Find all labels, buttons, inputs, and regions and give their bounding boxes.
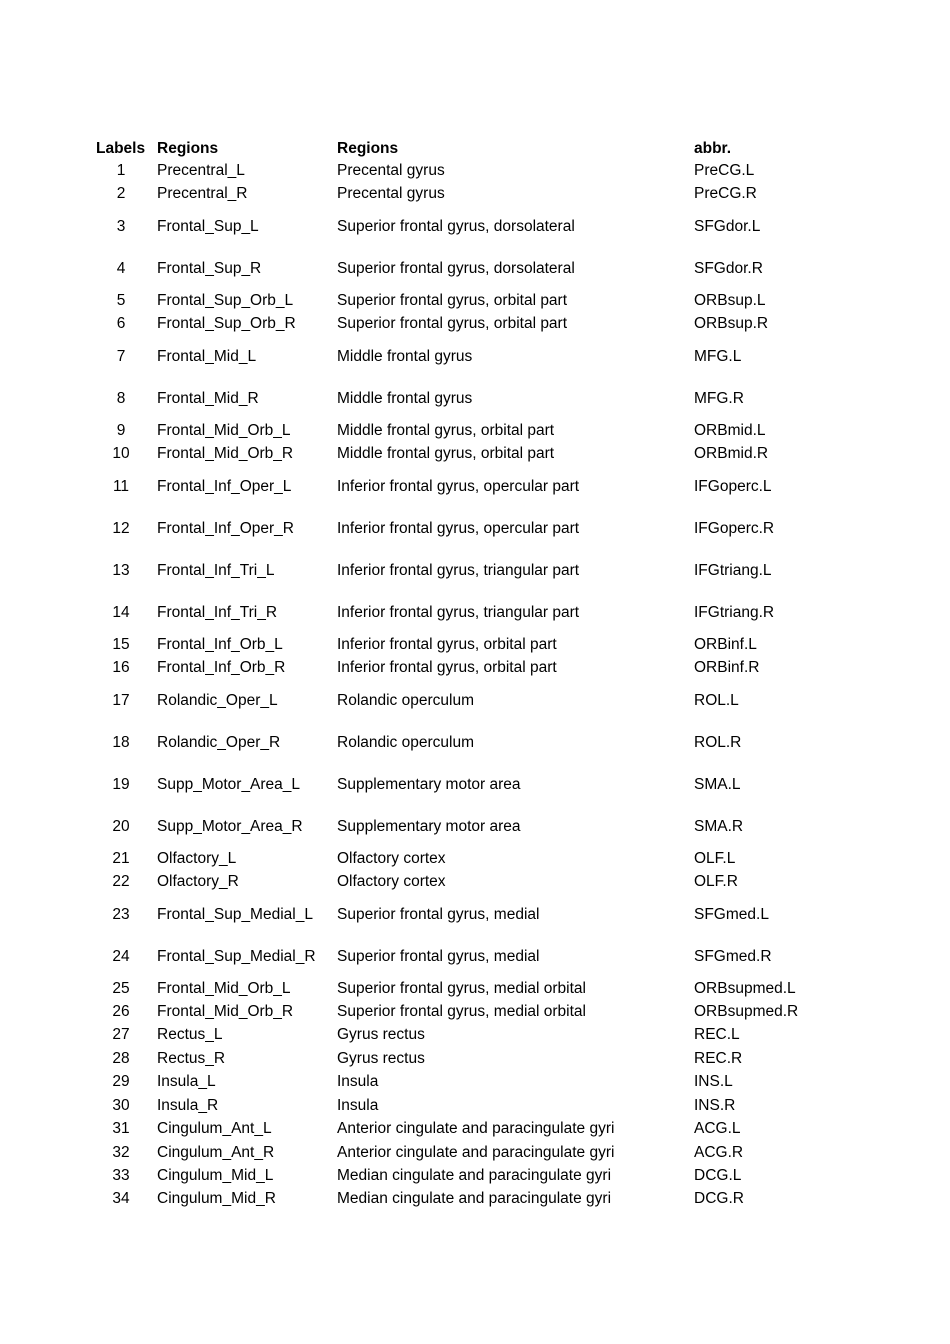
- label-cell: 25: [112, 980, 130, 997]
- region-cell: Frontal_Mid_Orb_R: [157, 445, 294, 462]
- region-cell: Rectus_L: [157, 1026, 223, 1043]
- header-regions: Regions: [157, 140, 219, 157]
- abbr-cell: SFGdor.L: [694, 218, 761, 235]
- abbr-cell: PreCG.R: [694, 185, 757, 202]
- label-cell: 9: [116, 422, 126, 439]
- label-cell: 27: [112, 1026, 130, 1043]
- abbr-cell: ORBsupmed.R: [694, 1003, 799, 1020]
- abbr-cell: ORBsup.R: [694, 315, 769, 332]
- abbr-cell: ORBsupmed.L: [694, 980, 796, 997]
- region-cell: Cingulum_Mid_R: [157, 1190, 276, 1207]
- description-cell: Inferior frontal gyrus, opercular part: [337, 478, 580, 495]
- description-cell: Middle frontal gyrus: [337, 348, 473, 365]
- label-cell: 7: [116, 348, 126, 365]
- label-cell: 5: [116, 292, 126, 309]
- description-cell: Superior frontal gyrus, dorsolateral: [337, 218, 575, 235]
- region-cell: Frontal_Inf_Tri_R: [157, 604, 278, 621]
- description-cell: Gyrus rectus: [337, 1026, 425, 1043]
- description-cell: Olfactory cortex: [337, 873, 446, 890]
- label-cell: 1: [116, 162, 126, 179]
- description-cell: Inferior frontal gyrus, triangular part: [337, 604, 580, 621]
- region-cell: Precentral_R: [157, 185, 248, 202]
- region-cell: Frontal_Inf_Oper_L: [157, 478, 292, 495]
- label-cell: 13: [112, 562, 130, 579]
- label-cell: 26: [112, 1003, 130, 1020]
- abbr-cell: MFG.R: [694, 390, 744, 407]
- region-cell: Frontal_Mid_Orb_L: [157, 422, 291, 439]
- abbr-cell: SFGdor.R: [694, 260, 763, 277]
- label-cell: 15: [112, 636, 130, 653]
- label-cell: 24: [112, 948, 130, 965]
- region-cell: Insula_L: [157, 1073, 216, 1090]
- label-cell: 21: [112, 850, 130, 867]
- description-cell: Precental gyrus: [337, 162, 445, 179]
- region-cell: Rolandic_Oper_L: [157, 692, 278, 709]
- abbr-cell: ORBmid.L: [694, 422, 766, 439]
- description-cell: Inferior frontal gyrus, orbital part: [337, 636, 557, 653]
- description-cell: Superior frontal gyrus, medial orbital: [337, 1003, 586, 1020]
- label-cell: 17: [112, 692, 130, 709]
- region-cell: Frontal_Mid_Orb_R: [157, 1003, 294, 1020]
- region-cell: Frontal_Mid_R: [157, 390, 259, 407]
- label-cell: 30: [112, 1097, 130, 1114]
- abbr-cell: ORBsup.L: [694, 292, 766, 309]
- description-cell: Superior frontal gyrus, orbital part: [337, 315, 568, 332]
- abbr-cell: MFG.L: [694, 348, 742, 365]
- region-cell: Frontal_Sup_R: [157, 260, 262, 277]
- abbr-cell: IFGoperc.L: [694, 478, 772, 495]
- region-cell: Frontal_Inf_Oper_R: [157, 520, 294, 537]
- abbr-cell: SFGmed.R: [694, 948, 772, 965]
- abbr-cell: ORBinf.R: [694, 659, 760, 676]
- region-cell: Frontal_Sup_Medial_R: [157, 948, 316, 965]
- description-cell: Anterior cingulate and paracingulate gyri: [337, 1120, 615, 1137]
- abbr-cell: SFGmed.L: [694, 906, 769, 923]
- abbr-cell: SMA.L: [694, 776, 741, 793]
- description-cell: Rolandic operculum: [337, 692, 474, 709]
- abbr-cell: ORBinf.L: [694, 636, 757, 653]
- label-cell: 4: [116, 260, 126, 277]
- abbr-cell: DCG.L: [694, 1167, 742, 1184]
- description-cell: Supplementary motor area: [337, 776, 521, 793]
- label-cell: 22: [112, 873, 130, 890]
- label-cell: 18: [112, 734, 130, 751]
- description-cell: Precental gyrus: [337, 185, 445, 202]
- description-cell: Superior frontal gyrus, medial: [337, 948, 540, 965]
- label-cell: 10: [112, 445, 130, 462]
- description-cell: Insula: [337, 1097, 379, 1114]
- label-cell: 32: [112, 1144, 130, 1161]
- region-cell: Olfactory_L: [157, 850, 237, 867]
- description-cell: Middle frontal gyrus, orbital part: [337, 445, 555, 462]
- label-cell: 33: [112, 1167, 130, 1184]
- abbr-cell: REC.L: [694, 1026, 740, 1043]
- header-regions-full: Regions: [337, 140, 399, 157]
- label-cell: 31: [112, 1120, 130, 1137]
- region-cell: Frontal_Sup_Orb_L: [157, 292, 294, 309]
- abbr-cell: ROL.L: [694, 692, 739, 709]
- description-cell: Insula: [337, 1073, 379, 1090]
- region-cell: Cingulum_Ant_L: [157, 1120, 272, 1137]
- header-labels: Labels: [96, 140, 146, 157]
- description-cell: Inferior frontal gyrus, triangular part: [337, 562, 580, 579]
- label-cell: 16: [112, 659, 130, 676]
- description-cell: Supplementary motor area: [337, 818, 521, 835]
- description-cell: Median cingulate and paracingulate gyri: [337, 1190, 612, 1207]
- region-cell: Frontal_Sup_Medial_L: [157, 906, 313, 923]
- description-cell: Middle frontal gyrus, orbital part: [337, 422, 555, 439]
- description-cell: Inferior frontal gyrus, opercular part: [337, 520, 580, 537]
- abbr-cell: REC.R: [694, 1050, 743, 1067]
- abbr-cell: PreCG.L: [694, 162, 755, 179]
- region-cell: Olfactory_R: [157, 873, 239, 890]
- description-cell: Median cingulate and paracingulate gyri: [337, 1167, 612, 1184]
- abbr-cell: ROL.R: [694, 734, 742, 751]
- description-cell: Inferior frontal gyrus, orbital part: [337, 659, 557, 676]
- abbr-cell: IFGoperc.R: [694, 520, 775, 537]
- abbr-cell: OLF.L: [694, 850, 736, 867]
- label-cell: 29: [112, 1073, 130, 1090]
- region-cell: Frontal_Sup_L: [157, 218, 259, 235]
- abbr-cell: ORBmid.R: [694, 445, 769, 462]
- region-cell: Precentral_L: [157, 162, 245, 179]
- abbr-cell: ACG.L: [694, 1120, 741, 1137]
- description-cell: Anterior cingulate and paracingulate gyri: [337, 1144, 615, 1161]
- region-cell: Rolandic_Oper_R: [157, 734, 281, 751]
- region-cell: Supp_Motor_Area_R: [157, 818, 303, 835]
- label-cell: 34: [112, 1190, 130, 1207]
- label-cell: 14: [112, 604, 130, 621]
- description-cell: Superior frontal gyrus, orbital part: [337, 292, 568, 309]
- region-cell: Frontal_Sup_Orb_R: [157, 315, 296, 332]
- label-cell: 19: [112, 776, 130, 793]
- description-cell: Rolandic operculum: [337, 734, 474, 751]
- description-cell: Gyrus rectus: [337, 1050, 425, 1067]
- label-cell: 11: [112, 478, 130, 495]
- region-cell: Rectus_R: [157, 1050, 226, 1067]
- region-cell: Supp_Motor_Area_L: [157, 776, 301, 793]
- description-cell: Middle frontal gyrus: [337, 390, 473, 407]
- abbr-cell: IFGtriang.R: [694, 604, 775, 621]
- description-cell: Superior frontal gyrus, medial orbital: [337, 980, 586, 997]
- abbr-cell: IFGtriang.L: [694, 562, 772, 579]
- description-cell: Olfactory cortex: [337, 850, 446, 867]
- label-cell: 20: [112, 818, 130, 835]
- label-cell: 6: [116, 315, 126, 332]
- region-cell: Cingulum_Mid_L: [157, 1167, 274, 1184]
- region-cell: Frontal_Inf_Orb_R: [157, 659, 286, 676]
- label-cell: 2: [116, 185, 126, 202]
- abbr-cell: INS.L: [694, 1073, 733, 1090]
- region-cell: Frontal_Inf_Tri_L: [157, 562, 275, 579]
- abbr-cell: OLF.R: [694, 873, 738, 890]
- label-cell: 23: [112, 906, 130, 923]
- description-cell: Superior frontal gyrus, medial: [337, 906, 540, 923]
- region-cell: Frontal_Inf_Orb_L: [157, 636, 283, 653]
- label-cell: 3: [116, 218, 126, 235]
- header-abbr: abbr.: [694, 140, 732, 157]
- label-cell: 12: [112, 520, 130, 537]
- label-cell: 8: [116, 390, 126, 407]
- abbr-cell: DCG.R: [694, 1190, 744, 1207]
- abbr-cell: SMA.R: [694, 818, 744, 835]
- region-cell: Insula_R: [157, 1097, 219, 1114]
- label-cell: 28: [112, 1050, 130, 1067]
- region-cell: Frontal_Mid_Orb_L: [157, 980, 291, 997]
- abbr-cell: ACG.R: [694, 1144, 744, 1161]
- description-cell: Superior frontal gyrus, dorsolateral: [337, 260, 575, 277]
- abbr-cell: INS.R: [694, 1097, 736, 1114]
- region-cell: Frontal_Mid_L: [157, 348, 257, 365]
- region-cell: Cingulum_Ant_R: [157, 1144, 275, 1161]
